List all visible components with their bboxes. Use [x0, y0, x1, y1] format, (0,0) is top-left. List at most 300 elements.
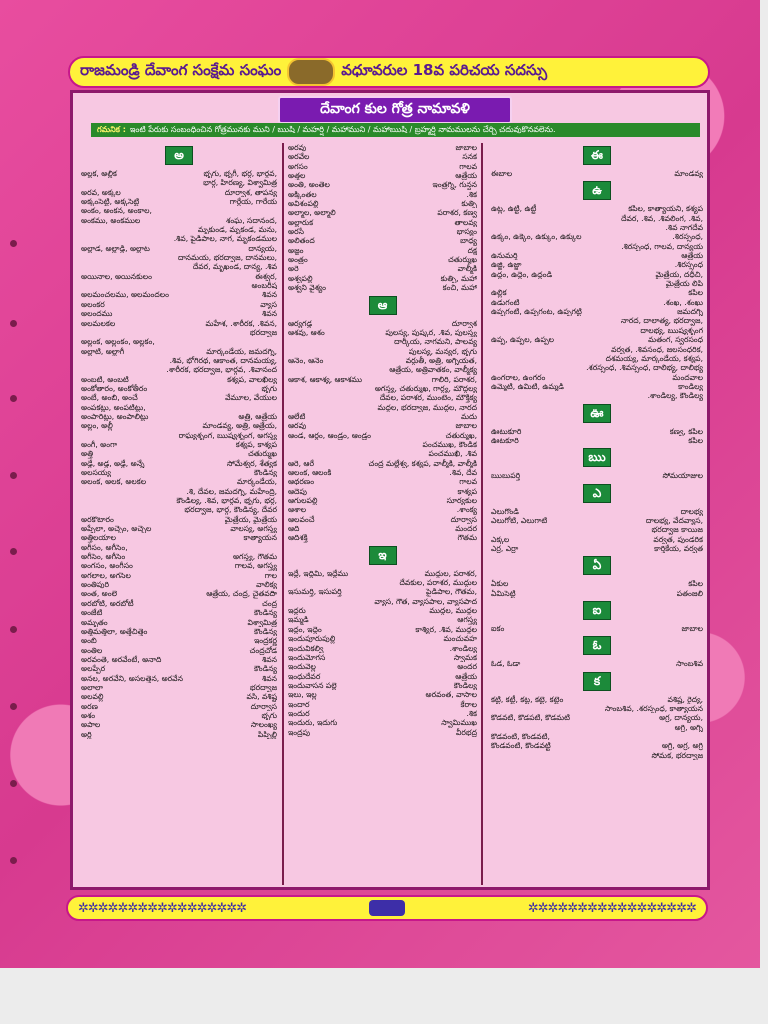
gotra: అగ్రి, అగ్ని [674, 722, 703, 732]
gotra: రాఘ్యశృంగ, ఋష్యశృంగ, అగస్త్య [178, 430, 277, 440]
gotra-row [81, 487, 277, 496]
gotra: పరాశర, కణ్వ [437, 208, 477, 218]
surname: ఉమ్మెటి, ఉమిటి, ఉమ్మడి [491, 381, 564, 391]
gotra-row [288, 283, 477, 292]
letter-heading: ఋ [583, 448, 611, 467]
gotra: మంచువహ [443, 634, 477, 644]
gotra: అగ్ర, దాన్యయ, [659, 713, 703, 723]
letter-heading: ఏ [583, 556, 611, 575]
gotra: దాలభ్య [680, 506, 703, 516]
surname: ఉజ్జి, ఉజ్జా [491, 260, 522, 270]
surname: ఆండ, ఆర్డం, ఆండ్రం, ఆండ్రం [288, 430, 371, 440]
gotra-row [491, 741, 703, 750]
gotra-row [288, 644, 477, 653]
gotra-row [81, 384, 277, 393]
gotra: .శారీరక, భరద్వాజ, భార్గవ, .శివానంద [166, 365, 277, 375]
letter-heading: ఓ [583, 636, 611, 655]
surname: ఆదిశక్తి [288, 533, 308, 543]
gotra-row [81, 412, 277, 421]
gotra-row [288, 524, 477, 533]
gotra-row [81, 580, 277, 589]
gotra-row [491, 214, 703, 223]
gotra: భార్గ, హిరణ్య, విశ్వామిత్ర [203, 178, 277, 188]
gotra-row [81, 543, 277, 552]
surname: ఆశాల [288, 505, 307, 515]
gotra-row [491, 525, 703, 534]
gotra: కాండిల్య [678, 381, 703, 391]
surname: అలమంచలము, అలమందలం [81, 290, 169, 300]
gotra-row [288, 505, 477, 514]
surname: ఈబాల [491, 169, 513, 178]
gotra-row [288, 662, 477, 671]
surname: ఆర్యగడ్డ [288, 318, 313, 328]
gotra: అందర [457, 662, 477, 672]
gotra-row [491, 373, 703, 382]
gotra: స్వామిముఖ [441, 718, 477, 728]
surname: ఏకుల [491, 579, 509, 589]
gotra-row [81, 328, 277, 337]
gotra-row [81, 197, 277, 206]
surname: ఏమిసెట్టి [491, 588, 516, 598]
gotra: .శాంక్య [456, 505, 477, 515]
gotra-row [491, 335, 703, 344]
gotra-row [81, 309, 277, 318]
gotra: మార్కండేయ, జమదగ్ని, [206, 346, 277, 356]
gotra-row [288, 597, 477, 606]
gotra: మైత్రేయ లిపి [665, 279, 703, 289]
gotra: .శంఖ, .శంఖు [663, 297, 703, 307]
surname: ఇందుపూరుపుల్లి [288, 634, 336, 644]
surname: అత్తి [81, 449, 94, 459]
gotra [273, 403, 277, 412]
surname: అంబటి, అంబటి [81, 374, 129, 384]
gotra: గాలవ [459, 477, 477, 487]
surname: అక్కంసెట్టి, అక్కసెట్టి [81, 197, 140, 207]
gotra-row [81, 627, 277, 636]
gotra-row [81, 702, 277, 711]
gotra-row [81, 561, 277, 570]
gotra: గాలవ [459, 161, 477, 171]
surname: అత్తల [288, 171, 306, 181]
gotra-row [491, 471, 703, 480]
gotra-row [81, 356, 277, 365]
gotra: వర్వత, .శివసంధ, జలసంధరిక, [611, 344, 703, 354]
surname: అరె [288, 264, 299, 274]
gotra: .శిక [466, 708, 477, 718]
surname: ఇందువాసన పల్లె [288, 680, 337, 690]
gotra: ఆత్రేయ, చంద్ర, చైతవదిా [206, 589, 277, 599]
surname: అంతి, అంతెల [288, 180, 330, 190]
gotra: .శరస్సంధ, .శివస్సంధ, దాలిభ్య, దాలిభ్య [586, 363, 703, 373]
gotra: దూర్వాస [450, 514, 477, 524]
gotra-row [288, 515, 477, 524]
surname: ఆగులపల్లి [288, 496, 318, 506]
gotra: భృగు [261, 383, 277, 393]
surname: అత్తిలయాల [81, 533, 116, 543]
gotra: .శిరస్సంధ, [672, 232, 703, 242]
gotra-row [288, 615, 477, 624]
gotra: వశిష్ట, రైద్య, [667, 694, 703, 704]
gotra [273, 337, 277, 346]
surname: అప్పేలా, అచ్చెం, అచ్చెల [81, 524, 152, 534]
surname: అల్లక, అల్లిక [81, 169, 117, 178]
gotra: దేవర, .శివ, .శివలింగ, .శివ, [621, 213, 703, 223]
gotra-row [81, 253, 277, 262]
gotra-row [81, 449, 277, 458]
gotra: శివన [262, 290, 277, 300]
header-banner [68, 56, 710, 88]
gotra: బాధ్య [460, 236, 477, 246]
letter-heading: ఉ [583, 181, 611, 200]
gotra: చంద్ర [262, 598, 277, 608]
gotra-row [491, 624, 703, 633]
surname: అరవ, అక్కల [81, 187, 121, 197]
surname: అంకం, అంకన, అంకాల, [81, 206, 152, 216]
surname: ఆథరణం [288, 477, 315, 487]
letter-heading: ఊ [583, 404, 611, 423]
surname: ఎక్కల [491, 534, 510, 544]
gotra-row [81, 281, 277, 290]
letter-heading: ఈ [583, 146, 611, 165]
gotra: అగస్త్య, గౌతమ [232, 552, 277, 562]
gotra-row [81, 403, 277, 412]
gotra: ఆత్రేయ [455, 671, 477, 681]
surname: అలందము [81, 309, 113, 319]
gotra-row [81, 524, 277, 533]
gotra: కుత్సి, మహా [440, 273, 477, 283]
punch-hole [10, 626, 17, 633]
gotra: ముద్గుల, పరాశర, [424, 568, 477, 578]
gotra-row [491, 279, 703, 288]
surname: అల్లంక, అల్లంకం, అల్లకం, [81, 337, 155, 347]
letter-heading: అ [165, 146, 193, 165]
ornament-left: ✲✲✲✲✲✲✲✲✲✲✲✲✲✲✲✲✲ [78, 900, 247, 916]
gotra: సాంబశివ, .శరస్సంధ, కాత్యాయన [604, 704, 703, 714]
surname: అత్తిమత్తిలా, అత్తేచిత్తెం [81, 626, 148, 636]
gotra: మృకుండ, మృకండ, మను, [197, 225, 277, 235]
surname: ఉల్లిక [491, 288, 507, 298]
surname: అలంకర [81, 299, 105, 309]
gotra-row [81, 720, 277, 729]
surname: ఇలు, ఇల్ల [288, 690, 317, 700]
gotra-row [288, 246, 477, 255]
surname: ఊటకూరి [491, 435, 519, 445]
gotra: పులస్య, పుష్కర, .శివ, పులస్త్య [385, 327, 477, 337]
gotra-row [81, 272, 277, 281]
gotra: మైత్రేయ, మైత్రేయ [224, 514, 277, 524]
gotra-row [81, 468, 277, 477]
footer-emblem [369, 900, 405, 916]
surname: అలప్పేర [81, 664, 106, 674]
gotra-row [81, 589, 277, 598]
gotra-row [288, 274, 477, 283]
gotra-row [81, 347, 277, 356]
gotra: సోమక, భరద్వాజ [651, 750, 703, 760]
association-name: రాజమండ్రి దేవాంగ సంక్షేమ సంఘం [80, 61, 282, 79]
gotra-row [288, 393, 477, 402]
gotra: మహేశ, .శారీరక, .శివన, [205, 318, 277, 328]
gotra: చంద్ర మల్లేశ్వ, కశ్యప, వాల్మీకి, వాల్మీకి [368, 458, 477, 468]
surname: అయినాల, అయినకులం [81, 271, 152, 281]
surname: ఇందురు, ఇదుగు [288, 718, 338, 728]
gotra-row [288, 459, 477, 468]
gotra: శివన [262, 309, 277, 319]
surname: అంతిల [81, 645, 103, 655]
gotra-row [288, 356, 477, 365]
surname: ఇమ్మడి [288, 615, 309, 625]
letter-heading: ఇ [369, 546, 397, 565]
surname: ఆరె, ఆరే [288, 458, 314, 468]
gotra [699, 732, 703, 741]
gotra-row [491, 326, 703, 335]
surname: ఇందార [288, 699, 310, 709]
gotra-row [81, 459, 277, 468]
gotra-row [288, 236, 477, 245]
surname: ఉట్ల, ఉట్టి, ఉట్టీ [491, 204, 537, 214]
gotra: .శివ, దేవ [449, 468, 477, 477]
gotra: పంచముఖి, .శివ [428, 449, 477, 459]
gotra: దాన్యయ, [248, 243, 277, 253]
gotra-row [288, 208, 477, 217]
gotra-row [288, 328, 477, 337]
event-name: వధూవరుల 18వ పరిచయ సదస్సు [341, 61, 548, 79]
gotra-row [288, 709, 477, 718]
punch-hole [10, 240, 17, 247]
gotra-row [81, 692, 277, 701]
gotra: తాలవ్య [454, 217, 477, 227]
gotra-row [288, 587, 477, 596]
gotra: భాస్యం [456, 227, 477, 237]
surname: అంపకట్లు, అంపటిట్లు, [81, 402, 146, 412]
gotra: కపిల [688, 435, 703, 445]
gotra: దశమయ్య, మార్కండేయ, కశ్యప, [605, 353, 703, 363]
gotra: దేవర, మృఖండ, దాన్య, .శివ [192, 262, 277, 272]
gotra: ఆత్రేయ, అత్రివాతకం, వాల్మీక్య [389, 365, 477, 375]
gotra-row [81, 337, 277, 346]
gotra-row [81, 505, 277, 514]
gotra-row [288, 634, 477, 643]
gotra-row [491, 427, 703, 436]
gotra-row [288, 477, 477, 486]
gotra-row [491, 695, 703, 704]
surname: ఉప్పగంటి, ఉప్పగంట, ఉప్పగట్టి [491, 307, 582, 317]
gotra: కణ్వ, కపిల [669, 426, 703, 436]
gotra-row [491, 704, 703, 713]
gotra-row [288, 606, 477, 615]
gotra: వాల్మీకి [457, 264, 477, 274]
gotra-row [491, 288, 703, 297]
surname: అరవేల [288, 152, 310, 162]
surname: అలవల్లి [81, 692, 104, 702]
surname: కట్టి, కట్టీ, కట్ట, కట్టె, కట్టెం [491, 694, 564, 704]
gotra: కంచి, మహా [442, 283, 477, 293]
gotra-row [288, 440, 477, 449]
gotra: గార్దేయ, గారేయ [229, 197, 277, 207]
gotra: కాశ్యిర, .శివ, ముద్గల [415, 624, 477, 634]
gotra: జాబాల [455, 143, 477, 152]
gotra-row [288, 347, 477, 356]
gotra: .శాండిల్య [449, 643, 477, 653]
surname: అరసే [288, 227, 304, 237]
gotra: దానమయ, భరద్వాజ, దానమలు, [177, 253, 277, 263]
gotra: .శిక [466, 189, 477, 199]
gotra: దార్కీయ, నాగమని, పాలవ్య [394, 337, 477, 347]
gotra: .శిరస్సంధ, గాలవ, దాన్యయ [621, 241, 703, 251]
gotra: కాశ్యప [457, 486, 477, 496]
gotra-row [288, 700, 477, 709]
surname: ఇంధుదేవర [288, 671, 321, 681]
surname: ఆదెపు [288, 486, 307, 496]
letter-heading: ఎ [583, 484, 611, 503]
gotra: అగస్త్య, చతుర్ముఖ, గార్గ్య, మౌద్గల్య [374, 383, 477, 393]
surname: అలంక, అలక, అలకల [81, 477, 147, 487]
surname: ఉక్కం, ఉక్కెం, ఉక్కుం, ఉక్కుల [491, 232, 582, 242]
surname: అంకోతారం, అంకోతీరం [81, 383, 148, 393]
surname: అల్లం, అల్లీ [81, 421, 113, 431]
gotra: మందవాల [672, 372, 703, 382]
gotra: గాలవ, అగస్త్య [234, 561, 277, 571]
gotra: .శిరస్సంధ [674, 260, 703, 270]
gotra-row [288, 384, 477, 393]
surname: ఇందుర [288, 708, 310, 718]
gotra: స్వామక [453, 652, 477, 662]
gotra: వర్గుతీ, అత్రి, అగ్నియత, [405, 355, 477, 365]
gotra: భరద్వాజ [249, 682, 277, 692]
surname: ఆశవు, ఆశం [288, 327, 325, 337]
gotra-row [288, 412, 477, 421]
gotra: కార్తికేయ, వర్వత [654, 543, 703, 553]
surname: అంగసం, అంగీసం [81, 561, 133, 571]
gotra: అగ్రి, అగ్ర, అగ్రి [661, 741, 703, 751]
gotra-row [491, 751, 703, 760]
gotra-row [81, 300, 277, 309]
gotra-row [288, 365, 477, 374]
gotra-row [81, 234, 277, 243]
gotra-row [288, 578, 477, 587]
note-banner [91, 123, 700, 137]
gotra: మైత్రేయ, దధీచి, [655, 269, 703, 279]
gotra-row [81, 169, 277, 178]
gotra-row [81, 496, 277, 505]
gotra-row [288, 171, 477, 180]
gotra-row [491, 732, 703, 741]
gotra-row [491, 169, 703, 178]
gotra: కపిల, కాత్యాయని, కశ్యప [628, 204, 703, 214]
gotra-row [491, 298, 703, 307]
gotra: వ్యాస, గౌత, వ్యాసపాల, వ్యాసపాద [374, 596, 477, 606]
surname: ఇందువికల్వి [288, 643, 324, 653]
note-text: ఇంటి పేరుకు సంబంధించిన గోత్రమునకు ముని / ఋషి / మహర్షి / మహాముని / మహాఋషి / బ్రహ్మర్షి నామములను చేర్చి చదువుకొనవలెను. [129, 124, 556, 134]
gotra: దాలభ్య, వేదవ్యాస, [645, 515, 703, 525]
surname: అర్లి [81, 729, 92, 739]
gotra-row [288, 264, 477, 273]
gotra-row [288, 190, 477, 199]
gotra: దూర్వాశ [451, 318, 477, 328]
gotra-row [81, 440, 277, 449]
gotra: సూర్యకుల [446, 496, 477, 506]
gotra: కపిల [688, 288, 703, 298]
surname: ఆలవంచే [288, 514, 315, 524]
gotra: పంచముఖ, కౌండిక [422, 439, 477, 449]
gotra-row [491, 713, 703, 722]
gotra-row [491, 382, 703, 391]
surname: అడ్డే, అడ్డ, అడ్డే, అన్నే [81, 458, 145, 468]
gotra: ఆత్రేయ [455, 171, 477, 181]
surname: ఎలుగోటి, ఎలుగాటి [491, 515, 548, 525]
page-title: దేవాంగ కుల గోత్ర నామావళి [278, 96, 512, 124]
gotra: మందర [455, 524, 477, 534]
gotra-row [491, 363, 703, 372]
gotra-row [288, 199, 477, 208]
gotra-row [81, 188, 277, 197]
surname: ఇద్దం, ఇద్దెం [288, 624, 322, 634]
gotra-row [288, 718, 477, 727]
surname: అపాల [81, 720, 101, 730]
gotra-row [81, 375, 277, 384]
gotra-row [288, 143, 477, 152]
gotra: .శాండిల్య, కౌండిల్య [647, 391, 703, 401]
punch-hole [10, 320, 17, 327]
surname: అల్లారుక [288, 217, 314, 227]
gotra-row [288, 403, 477, 412]
gotra-row [288, 375, 477, 384]
surname: కొండవంటి, కొండవట్టి [491, 741, 551, 751]
gotra: కౌండిన్య [253, 626, 277, 636]
gotra: .శివ నాగదేవ [665, 223, 703, 233]
gotra-row [81, 674, 277, 683]
gotra: ఇంద్రకర్ణ [254, 636, 277, 646]
surname: ఆకాశ, ఆకాశ్య, ఆకాశము [288, 374, 362, 384]
gotra-row [288, 487, 477, 496]
gotra-row [81, 636, 277, 645]
surname: ఇంద్రపు [288, 727, 311, 737]
gotra: జాబాల [455, 421, 477, 431]
gotra: దాలభ్య, ఋష్యశృంగ [640, 325, 703, 335]
surname: అరకొటారం [81, 514, 114, 524]
gotra: కౌండిన్య [253, 664, 277, 674]
surname: అమృతం [81, 617, 108, 627]
surname: అగసం [288, 161, 308, 171]
gotra: మద్గల, భరద్వాజ, ముద్గల, నారద [377, 402, 477, 412]
gotra-row [491, 659, 703, 668]
gotra-row [288, 421, 477, 430]
surname: అగీసం, అగీసెం, [81, 542, 128, 552]
surname: అరణ [81, 701, 98, 711]
gotra-row [81, 290, 277, 299]
surname: అక్కింతల [288, 189, 317, 199]
gotra: కుత్సి [461, 199, 477, 209]
gotra-row [288, 681, 477, 690]
gotra-row [288, 449, 477, 458]
gotra: కౌండిన్య [253, 608, 277, 618]
gotra: జాబాల [681, 624, 703, 633]
surname: ఐకం [491, 624, 505, 633]
gotra: భృగు [261, 710, 277, 720]
gotra: వీరభద్ర [456, 727, 477, 737]
surname: అశ్వని వైశ్యం [288, 283, 326, 293]
gotra: కపిల [688, 579, 703, 589]
gotra-row [491, 507, 703, 516]
gotra: దక్ష [467, 245, 477, 255]
gotra: మదు [460, 411, 477, 421]
punch-hole [10, 857, 17, 864]
letter-heading: ఆ [369, 296, 397, 315]
gotra: పులస్య, మన్యర, భృగు [408, 346, 477, 356]
letter-heading: ఐ [583, 601, 611, 620]
gotra: శివన [262, 654, 277, 664]
gotra: దేవల, పరాశర, ముంటెం, మౌక్తిక్య [379, 393, 477, 403]
surname: అగలాల, అగసెల [81, 570, 131, 580]
